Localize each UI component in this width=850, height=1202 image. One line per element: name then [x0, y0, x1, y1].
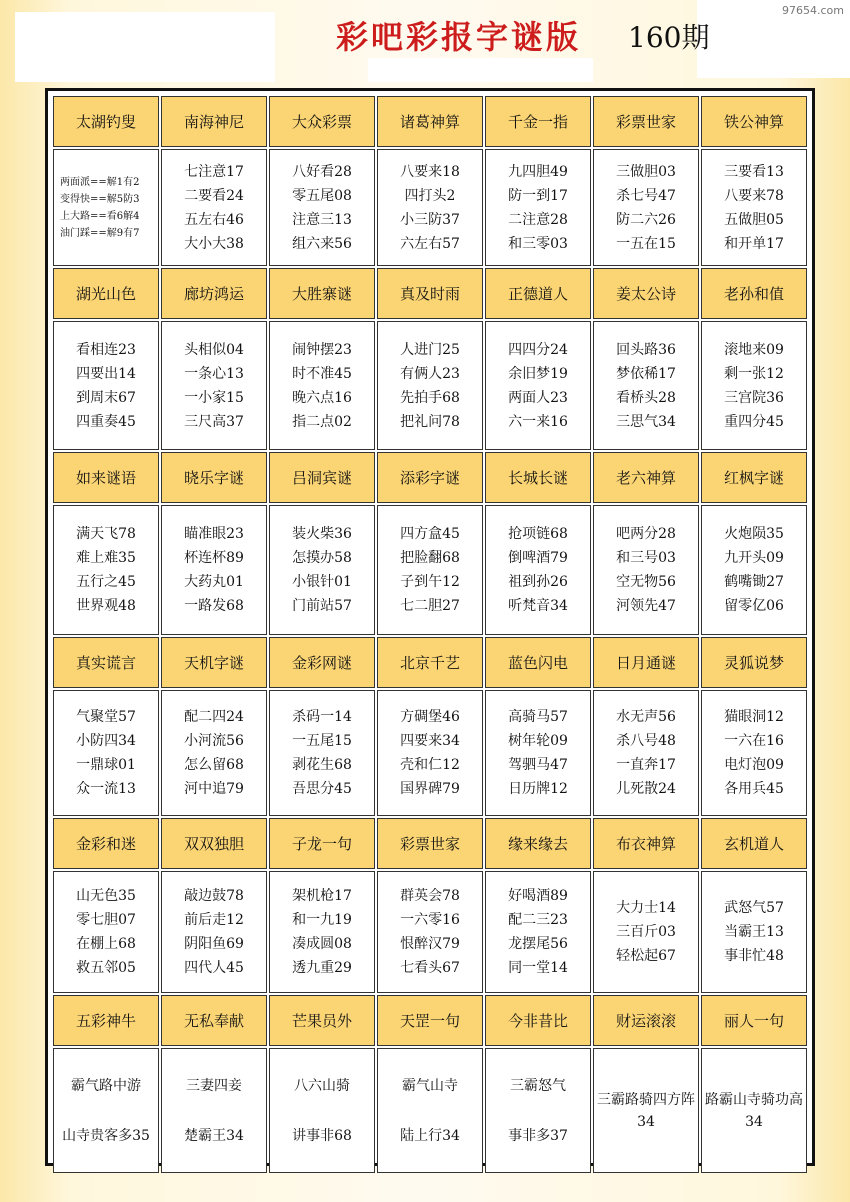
riddle-cell: [269, 690, 375, 816]
riddle-line: 三要看13: [724, 163, 784, 180]
riddle-line: 瞄准眼23: [184, 526, 244, 542]
riddle-cell: [161, 149, 267, 266]
riddle-row: [53, 871, 807, 993]
riddle-line: 五行之45: [76, 574, 136, 590]
header-row: [53, 637, 807, 688]
riddle-line: 零五尾08: [292, 187, 352, 204]
riddle-line: 八六山骑: [294, 1077, 350, 1094]
riddle-line: 祖到孙26: [508, 574, 568, 590]
column-author-label: 大胜寨谜: [269, 268, 375, 319]
riddle-line: 和开单17: [724, 235, 784, 252]
riddle-line: 树年轮09: [508, 733, 568, 749]
riddle-line: 杀码一14: [292, 709, 352, 725]
riddle-line: 三做胆03: [616, 163, 676, 180]
riddle-cell: [485, 505, 591, 635]
column-author-label: 姜太公诗: [593, 268, 699, 319]
riddle-line: 透九重29: [292, 960, 352, 976]
riddle-cell: [593, 321, 699, 450]
riddle-line: 把脸翻68: [400, 550, 460, 566]
riddle-line: 头相似04: [184, 341, 244, 358]
riddle-line: 余旧梦19: [508, 365, 568, 382]
column-author-label: 长城长谜: [485, 452, 591, 503]
riddle-line: 防二六26: [616, 211, 676, 228]
column-author-label: 无私奉献: [161, 995, 267, 1046]
riddle-cell: [593, 149, 699, 266]
riddle-line: 三妻四妾: [186, 1077, 242, 1094]
riddle-line: 四代人45: [184, 960, 244, 976]
riddle-cell: [377, 690, 483, 816]
column-author-label: 双双独胆: [161, 818, 267, 869]
riddle-line: 河中追79: [184, 781, 244, 797]
riddle-line: 各用兵45: [724, 781, 784, 797]
riddle-cell: [485, 149, 591, 266]
riddle-line: 两面派==解1有2: [60, 176, 140, 188]
riddle-line: 倒啤酒79: [508, 550, 568, 566]
riddle-line: 重四分45: [724, 413, 784, 430]
riddle-line: 阴阳鱼69: [184, 936, 244, 952]
riddle-cell: [485, 1048, 591, 1173]
riddle-line: 门前站57: [292, 598, 352, 614]
riddle-line: 八要来18: [400, 163, 460, 180]
riddle-table: [51, 94, 809, 1175]
riddle-cell: [269, 871, 375, 993]
column-author-label: 吕洞宾谜: [269, 452, 375, 503]
column-author-label: 财运滚滚: [593, 995, 699, 1046]
line-gap: [270, 1099, 374, 1123]
line-gap: [378, 1099, 482, 1123]
riddle-line: 众一流13: [76, 781, 136, 797]
riddle-line: 气聚堂57: [76, 709, 136, 725]
column-author-label: 日月通谜: [593, 637, 699, 688]
column-author-label: 廊坊鸿运: [161, 268, 267, 319]
riddle-line: 一五在15: [616, 235, 676, 252]
riddle-row: [53, 1048, 807, 1173]
riddle-line: 看桥头28: [616, 389, 676, 406]
riddle-line: 讲事非68: [292, 1127, 352, 1144]
riddle-line: 八要来78: [724, 187, 784, 204]
riddle-cell: [377, 1048, 483, 1173]
riddle-line: 凑成圆08: [292, 936, 352, 952]
riddle-line: 山无色35: [76, 888, 136, 904]
riddle-line: 事非多37: [508, 1127, 568, 1144]
column-author-label: 真及时雨: [377, 268, 483, 319]
riddle-line: 四方盒45: [400, 526, 460, 542]
riddle-line: 国界碑79: [400, 781, 460, 797]
riddle-line: 一小家15: [184, 389, 244, 406]
riddle-line: 杀八号48: [616, 733, 676, 749]
riddle-line: 救五邻05: [76, 960, 136, 976]
column-author-label: 蓝色闪电: [485, 637, 591, 688]
riddle-cell: [53, 321, 159, 450]
riddle-cell: [701, 871, 807, 993]
column-author-label: 金彩网谜: [269, 637, 375, 688]
riddle-line: 杀七号47: [616, 187, 676, 204]
riddle-line: 组六来56: [292, 235, 352, 252]
riddle-line: 大药丸01: [184, 574, 244, 590]
riddle-line: 日历牌12: [508, 781, 568, 797]
riddle-row: [53, 321, 807, 450]
riddle-line: 七看头67: [400, 960, 460, 976]
riddle-row: [53, 690, 807, 816]
riddle-line: 六左右57: [400, 235, 460, 252]
riddle-cell: [53, 690, 159, 816]
header-row: [53, 268, 807, 319]
column-author-label: 正德道人: [485, 268, 591, 319]
column-author-label: 今非昔比: [485, 995, 591, 1046]
column-author-label: 诸葛神算: [377, 96, 483, 147]
riddle-line: 二注意28: [508, 211, 568, 228]
riddle-line: 时不准45: [292, 365, 352, 382]
riddle-line: 八好看28: [292, 163, 352, 180]
riddle-line: 和三号03: [616, 550, 676, 566]
riddle-line: 子到午12: [400, 574, 460, 590]
riddle-line: 上大路==看6解4: [60, 210, 140, 222]
riddle-cell: [161, 1048, 267, 1173]
column-author-label: 红枫字谜: [701, 452, 807, 503]
column-author-label: 芒果员外: [269, 995, 375, 1046]
riddle-line: 零七胆07: [76, 912, 136, 928]
riddle-cell: [377, 505, 483, 635]
riddle-cell: [701, 690, 807, 816]
riddle-cell: [377, 871, 483, 993]
riddle-line: 路霸山寺骑功高34: [705, 1091, 803, 1130]
riddle-line: 大小大38: [184, 235, 244, 252]
riddle-cell: [701, 149, 807, 266]
riddle-line: 怎么留68: [184, 757, 244, 773]
header-row: [53, 452, 807, 503]
riddle-line: 河领先47: [616, 598, 676, 614]
riddle-cell: [161, 690, 267, 816]
riddle-line: 高骑马57: [508, 709, 568, 725]
riddle-cell: [485, 871, 591, 993]
column-author-label: 彩票世家: [593, 96, 699, 147]
riddle-line: 五左右46: [184, 211, 244, 228]
column-author-label: 湖光山色: [53, 268, 159, 319]
riddle-cell: [53, 1048, 159, 1173]
riddle-line: 四重奏45: [76, 413, 136, 430]
riddle-line: 陆上行34: [400, 1127, 460, 1144]
riddle-line: 一五尾15: [292, 733, 352, 749]
riddle-cell: [269, 149, 375, 266]
riddle-line: 三尺高37: [184, 413, 244, 430]
riddle-line: 油门踩==解9有7: [60, 227, 140, 239]
riddle-line: 小防四34: [76, 733, 136, 749]
issue-number: 160期: [628, 21, 710, 54]
riddle-line: 三霸路骑四方阵34: [597, 1091, 695, 1130]
column-author-label: 太湖钓叟: [53, 96, 159, 147]
riddle-cell: [53, 871, 159, 993]
column-author-label: 彩票世家: [377, 818, 483, 869]
riddle-line: 配二四24: [184, 709, 244, 725]
column-author-label: 天机字谜: [161, 637, 267, 688]
riddle-table-body: [53, 96, 807, 1173]
riddle-line: 回头路36: [616, 341, 676, 358]
riddle-cell: [701, 321, 807, 450]
riddle-cell: [593, 690, 699, 816]
riddle-line: 和一九19: [292, 912, 352, 928]
riddle-cell: [377, 321, 483, 450]
riddle-line: 水无声56: [616, 709, 676, 725]
column-author-label: 铁公神算: [701, 96, 807, 147]
riddle-line: 七二胆27: [400, 598, 460, 614]
riddle-board: [45, 88, 815, 1166]
column-author-label: 如来谜语: [53, 452, 159, 503]
riddle-line: 敲边鼓78: [184, 888, 244, 904]
riddle-line: 到周末67: [76, 389, 136, 406]
riddle-line: 一条心13: [184, 365, 244, 382]
riddle-line: 方碉堡46: [400, 709, 460, 725]
riddle-line: 指二点02: [292, 413, 352, 430]
riddle-line: 霸气路中游: [71, 1077, 141, 1094]
header-row: [53, 818, 807, 869]
riddle-line: 吧两分28: [616, 526, 676, 542]
column-author-label: 五彩神牛: [53, 995, 159, 1046]
riddle-line: 留零亿06: [724, 598, 784, 614]
riddle-cell: [269, 505, 375, 635]
riddle-line: 驾驷马47: [508, 757, 568, 773]
riddle-line: 变得快==解5防3: [60, 193, 140, 205]
column-author-label: 布衣神算: [593, 818, 699, 869]
riddle-line: 山寺贵客多35: [62, 1127, 150, 1144]
riddle-line: 配二三23: [508, 912, 568, 928]
riddle-line: 一鼎球01: [76, 757, 136, 773]
riddle-line: 抢项链68: [508, 526, 568, 542]
riddle-line: 三百斤03: [616, 924, 676, 940]
column-author-label: 丽人一句: [701, 995, 807, 1046]
riddle-line: 一六零16: [400, 912, 460, 928]
riddle-line: 人进门25: [400, 341, 460, 358]
riddle-row: [53, 149, 807, 266]
riddle-line: 七注意17: [184, 163, 244, 180]
riddle-line: 九四胆49: [508, 163, 568, 180]
line-gap: [486, 1099, 590, 1123]
column-author-label: 大众彩票: [269, 96, 375, 147]
riddle-line: 事非忙48: [724, 948, 784, 964]
riddle-cell: [593, 871, 699, 993]
riddle-line: 吾思分45: [292, 781, 352, 797]
riddle-line: 六一来16: [508, 413, 568, 430]
riddle-cell: [701, 1048, 807, 1173]
riddle-line: 同一堂14: [508, 960, 568, 976]
riddle-cell: [377, 149, 483, 266]
riddle-line: 世界观48: [76, 598, 136, 614]
riddle-cell: [701, 505, 807, 635]
column-author-label: 缘来缘去: [485, 818, 591, 869]
column-author-label: 子龙一句: [269, 818, 375, 869]
riddle-line: 怎摸办58: [292, 550, 352, 566]
riddle-line: 有俩人23: [400, 365, 460, 382]
riddle-cell: [161, 505, 267, 635]
riddle-line: 杯连杯89: [184, 550, 244, 566]
column-author-label: 灵狐说梦: [701, 637, 807, 688]
riddle-line: 四要来34: [400, 733, 460, 749]
riddle-line: 四四分24: [508, 341, 568, 358]
riddle-line: 防一到17: [508, 187, 568, 204]
page-title: 彩吧彩报字谜版: [336, 18, 582, 56]
line-gap: [54, 1099, 158, 1123]
riddle-line: 小三防37: [400, 211, 460, 228]
column-author-label: 千金一指: [485, 96, 591, 147]
column-author-label: 天罡一句: [377, 995, 483, 1046]
riddle-row: [53, 505, 807, 635]
riddle-line: 小河流56: [184, 733, 244, 749]
column-author-label: 金彩和迷: [53, 818, 159, 869]
riddle-line: 剩一张12: [724, 365, 784, 382]
riddle-cell: [593, 1048, 699, 1173]
white-patch-center: [368, 58, 593, 82]
riddle-line: 空无物56: [616, 574, 676, 590]
header-row: [53, 96, 807, 147]
riddle-line: 好喝酒89: [508, 888, 568, 904]
column-author-label: 晓乐字谜: [161, 452, 267, 503]
riddle-line: 火炮陨35: [724, 526, 784, 542]
riddle-line: 一直奔17: [616, 757, 676, 773]
riddle-line: 轻松起67: [616, 948, 676, 964]
riddle-line: 鹤嘴锄27: [724, 574, 784, 590]
white-patch-left: [15, 12, 275, 82]
riddle-line: 小银针01: [292, 574, 352, 590]
riddle-cell: [485, 690, 591, 816]
riddle-line: 大力士14: [616, 900, 676, 916]
riddle-line: 三思气34: [616, 413, 676, 430]
riddle-line: 滚地来09: [724, 341, 784, 358]
riddle-line: 当霸王13: [724, 924, 784, 940]
riddle-line: 电灯泡09: [724, 757, 784, 773]
column-author-label: 老六神算: [593, 452, 699, 503]
column-author-label: 南海神尼: [161, 96, 267, 147]
riddle-line: 剥花生68: [292, 757, 352, 773]
riddle-line: 霸气山寺: [402, 1077, 458, 1094]
riddle-cell: [485, 321, 591, 450]
riddle-line: 一六在16: [724, 733, 784, 749]
riddle-line: 装火柴36: [292, 526, 352, 542]
riddle-cell: [53, 149, 159, 266]
riddle-line: 儿死散24: [616, 781, 676, 797]
riddle-line: 满天飞78: [76, 526, 136, 542]
riddle-line: 群英会78: [400, 888, 460, 904]
riddle-line: 和三零03: [508, 235, 568, 252]
riddle-line: 四打头2: [404, 187, 456, 204]
riddle-line: 三霸怒气: [510, 1077, 566, 1094]
riddle-line: 壳和仁12: [400, 757, 460, 773]
riddle-cell: [269, 321, 375, 450]
riddle-line: 听梵音34: [508, 598, 568, 614]
riddle-line: 注意三13: [292, 211, 352, 228]
riddle-line: 武怒气57: [724, 900, 784, 916]
riddle-line: 前后走12: [184, 912, 244, 928]
riddle-cell: [161, 321, 267, 450]
riddle-line: 难上难35: [76, 550, 136, 566]
riddle-line: 四要出14: [76, 365, 136, 382]
site-watermark: 97654.com: [782, 4, 844, 17]
riddle-line: 闹钟摆23: [292, 341, 352, 358]
riddle-cell: [161, 871, 267, 993]
riddle-line: 三宫院36: [724, 389, 784, 406]
riddle-line: 梦依稀17: [616, 365, 676, 382]
riddle-line: 架机枪17: [292, 888, 352, 904]
column-author-label: 老孙和值: [701, 268, 807, 319]
column-author-label: 北京千艺: [377, 637, 483, 688]
column-author-label: 添彩字谜: [377, 452, 483, 503]
riddle-line: 猫眼洞12: [724, 709, 784, 725]
riddle-cell: [269, 1048, 375, 1173]
column-author-label: 玄机道人: [701, 818, 807, 869]
column-author-label: 真实谎言: [53, 637, 159, 688]
riddle-line: 看相连23: [76, 341, 136, 358]
riddle-line: 晚六点16: [292, 389, 352, 406]
riddle-line: 一路发68: [184, 598, 244, 614]
riddle-line: 两面人23: [508, 389, 568, 406]
riddle-line: 先拍手68: [400, 389, 460, 406]
riddle-line: 把礼问78: [400, 413, 460, 430]
riddle-line: 在棚上68: [76, 936, 136, 952]
line-gap: [162, 1099, 266, 1123]
header-row: [53, 995, 807, 1046]
riddle-line: 五做胆05: [724, 211, 784, 228]
riddle-line: 二要看24: [184, 187, 244, 204]
riddle-cell: [53, 505, 159, 635]
riddle-line: 恨醉汉79: [400, 936, 460, 952]
riddle-cell: [593, 505, 699, 635]
riddle-line: 龙摆尾56: [508, 936, 568, 952]
riddle-line: 九开头09: [724, 550, 784, 566]
riddle-line: 楚霸王34: [184, 1127, 244, 1144]
